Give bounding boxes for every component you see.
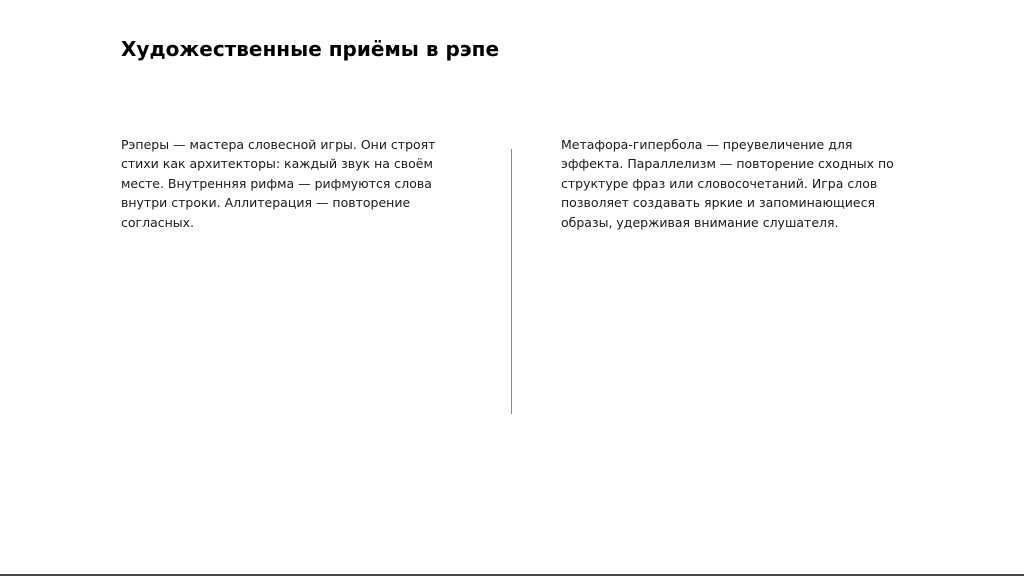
left-column-text: Рэперы — мастера словесной игры. Они строят стихи как архитекторы: каждый звук на своём месте. Внутренняя рифма — рифмуются слова внутри строки. Аллитерация — повторение согласных. — [121, 137, 436, 230]
slide-title: Художественные приёмы в рэпе — [121, 37, 500, 61]
right-column-text: Метафора-гипербола — преувеличение для эффекта. Параллелизм — повторение сходных по структуре фраз или словосочетаний. Игра слов позволяет создавать яркие и запоминающиеся образы, удерживая внимание слушателя. — [561, 137, 894, 230]
column-divider — [511, 149, 512, 414]
